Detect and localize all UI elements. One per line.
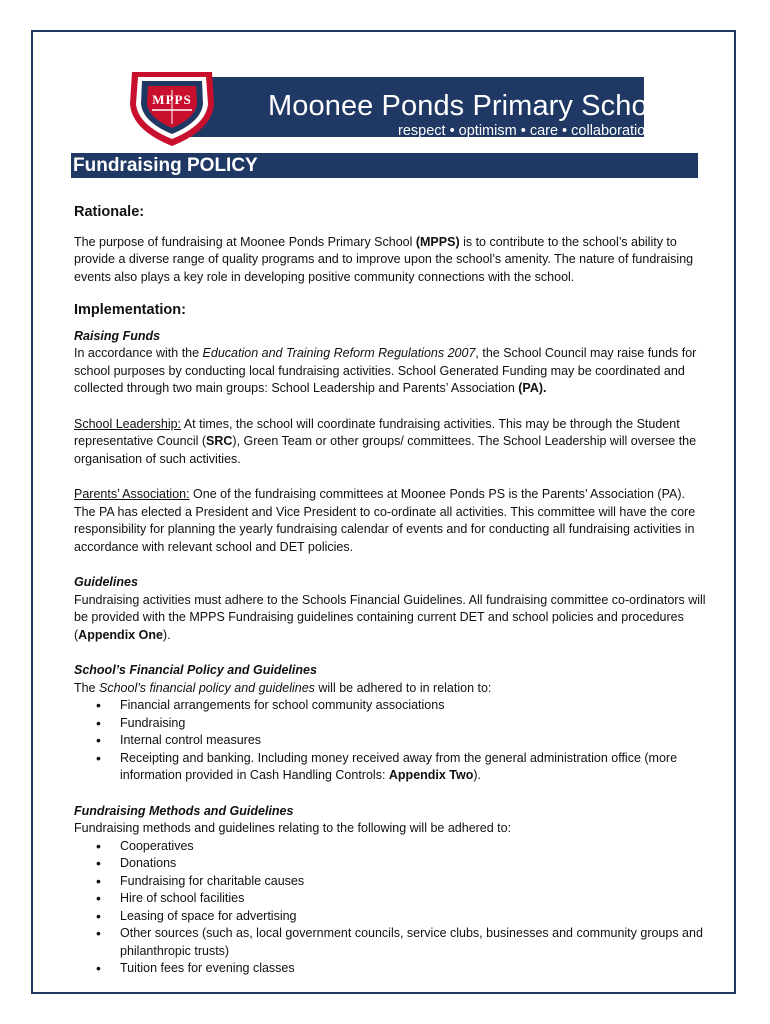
text-span: , the School Council may raise funds for school purposes by conducting local fundraising activities. School Generated Funding may be coordinated and collected through two main groups: School Leadership and Parents’ Association: [74, 346, 697, 395]
text-span: The purpose of fundraising at Moonee Ponds Primary School: [74, 234, 416, 249]
methods-intro: Fundraising methods and guidelines relating to the following will be adhered to:: [74, 821, 512, 835]
text-span: ), Green Team or other groups/ committees. The School Leadership will oversee the organisation of such activities.: [74, 434, 697, 466]
list-item: [74, 750, 706, 785]
implementation-heading: Implementation:: [74, 302, 186, 318]
financial-policy-heading: School’s Financial Policy and Guidelines: [74, 663, 317, 677]
text-span: In accordance with the: [74, 346, 203, 360]
parents-association-paragraph: [74, 486, 706, 556]
raising-funds-heading: Raising Funds: [74, 328, 161, 343]
text-span: will be adhered to in relation to:: [314, 680, 492, 695]
logo-banner: [180, 77, 671, 139]
title-bar: [71, 153, 698, 178]
page-title: Fundraising POLICY: [73, 155, 258, 176]
school-leadership-paragraph: [74, 416, 706, 469]
rationale-paragraph: [74, 234, 706, 287]
list-item: • Leasing of space for advertising: [74, 908, 706, 926]
regulations-italic: Education and Training Reform Regulations 2007: [202, 346, 476, 360]
text-span: ).: [162, 627, 171, 642]
raising-funds-paragraph: [74, 345, 706, 398]
document-body: [74, 204, 706, 978]
financial-policy-list: [74, 697, 706, 785]
methods-list: [74, 838, 706, 978]
list-item: • Internal control measures: [74, 732, 706, 750]
school-tagline: respect • optimism • care • collaboration: [398, 123, 654, 139]
school-leadership-label: School Leadership:: [74, 416, 182, 431]
list-item: • Donations: [74, 855, 706, 873]
guidelines-heading: Guidelines: [74, 575, 138, 589]
monogram-text: MPPS: [152, 92, 192, 107]
list-item: • Hire of school facilities: [74, 890, 706, 908]
text-span: One of the fundraising committees at Moonee Ponds PS is the Parents’ Association (PA). The PA has elected a President and Vice President to co-ordinate all activities. This committee will have the core responsibility for planning the yearly fundraising calendar of events and for conducting all fundraising activities in accordance with relevant school and DET policies.: [74, 487, 696, 554]
list-item: • Fundraising: [74, 715, 706, 733]
parents-association-label: Parents’ Association:: [74, 487, 190, 501]
mpps-bold: (MPPS): [415, 234, 460, 249]
list-item: • Other sources (such as, local government councils, service clubs, businesses and community groups and philanthropic trusts): [74, 925, 706, 960]
rationale-heading: Rationale:: [74, 204, 145, 220]
appendix-one-bold: Appendix One: [78, 627, 163, 642]
list-item: • Tuition fees for evening classes: [74, 960, 706, 978]
text-span: Receipting and banking. Including money received away from the general administration office (more information provided in Cash Handling Controls:: [120, 750, 678, 782]
text-span: Fundraising activities must adhere to the Schools Financial Guidelines. All fundraising committee co-ordinators will be provided with the MPPS Fundraising guidelines containing current DET and school policies and procedures (: [74, 592, 706, 642]
financial-policy-intro: [74, 680, 706, 698]
src-bold: SRC: [206, 434, 233, 448]
text-span: At times, the school will coordinate fundraising activities. This may be through the Student representative Council (: [74, 416, 680, 448]
text-span: is to contribute to the school’s ability to provide a diverse range of quality programs and to improve upon the school’s amenity. The nature of fundraising events also plays a key role in developing positive community connections with the school.: [74, 234, 694, 284]
shield-crest-icon: [122, 66, 222, 148]
school-logo: [122, 66, 671, 148]
school-name: Moonee Ponds Primary School: [268, 90, 671, 122]
policy-italic: School’s financial policy and guidelines: [99, 680, 315, 695]
list-item: • Fundraising for charitable causes: [74, 873, 706, 891]
appendix-two-bold: Appendix Two: [388, 768, 474, 782]
guidelines-paragraph: [74, 592, 706, 645]
list-item: • Cooperatives: [74, 838, 706, 856]
methods-heading: Fundraising Methods and Guidelines: [74, 803, 294, 818]
list-item: • Financial arrangements for school community associations: [74, 697, 706, 715]
pa-bold: (PA).: [518, 381, 547, 395]
text-span: ).: [473, 768, 482, 782]
text-span: The: [74, 680, 100, 695]
